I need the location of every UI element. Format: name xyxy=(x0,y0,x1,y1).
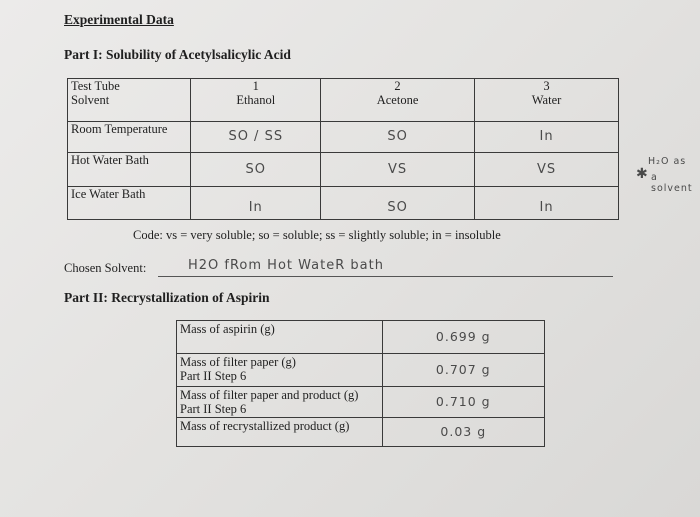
table-cell xyxy=(191,187,321,220)
handwritten-mass-value: 0.710 g xyxy=(382,387,544,418)
handwritten-value: VS xyxy=(536,162,557,177)
handwritten-value: In xyxy=(539,200,554,215)
row-label-line2: Part II Step 6 xyxy=(180,402,247,416)
row-label xyxy=(177,354,383,387)
handwritten-mass-value: 0.03 g xyxy=(382,418,544,447)
handwritten-mass-value: 0.699 g xyxy=(382,321,544,354)
row-label-line1: Mass of recrystallized product (g) xyxy=(180,419,350,433)
handwritten-mass-value: 0.707 g xyxy=(382,354,544,387)
row-label-line1: Mass of aspirin (g) xyxy=(180,322,275,336)
handwritten-value: SO xyxy=(387,200,408,215)
row-label xyxy=(177,321,383,354)
handwritten-value: VS xyxy=(387,162,408,177)
header-test-tube: Test Tube xyxy=(71,79,120,93)
header-cell xyxy=(321,79,475,122)
row-label xyxy=(177,387,383,418)
row-label: Hot Water Bath xyxy=(68,153,191,187)
solvent-name: Ethanol xyxy=(236,93,276,107)
table-cell xyxy=(321,122,475,153)
row-label-line1: Mass of filter paper and product (g) xyxy=(180,388,359,402)
row-label xyxy=(177,418,383,447)
header-cell xyxy=(191,79,321,122)
table-cell xyxy=(321,153,475,187)
header-cell xyxy=(68,79,191,122)
part1-heading: Part I: Solubility of Acetylsalicylic Acid xyxy=(64,47,291,62)
handwritten-value: In xyxy=(248,200,263,215)
chosen-solvent-label: Chosen Solvent: xyxy=(64,261,147,275)
header-cell xyxy=(475,79,619,122)
table-cell xyxy=(475,153,619,187)
handwritten-value: SO xyxy=(387,129,408,144)
table-cell xyxy=(191,122,321,153)
tube-number: 3 xyxy=(543,79,550,93)
row-label: Ice Water Bath xyxy=(68,187,191,220)
table-row-header xyxy=(68,79,619,122)
recrystallization-table xyxy=(176,320,545,447)
handwritten-value: SO xyxy=(245,162,266,177)
chosen-solvent-value: H2O fRom Hot WateR bath xyxy=(188,258,384,273)
table-row xyxy=(177,418,545,447)
table-row xyxy=(177,321,545,354)
star-icon: ✱ xyxy=(636,166,649,182)
table-row xyxy=(68,153,619,187)
table-row xyxy=(177,354,545,387)
table-row xyxy=(68,122,619,153)
table-cell xyxy=(321,187,475,220)
handwritten-value: SO / SS xyxy=(228,129,284,144)
table-cell xyxy=(191,153,321,187)
header-solvent: Solvent xyxy=(71,93,110,107)
solubility-code-legend: Code: vs = very soluble; so = soluble; ss = slightly soluble; in = insoluble xyxy=(133,228,501,242)
table-cell xyxy=(475,122,619,153)
side-note-line2: a solvent xyxy=(651,172,693,194)
solvent-name: Acetone xyxy=(376,93,419,107)
part2-heading: Part II: Recrystallization of Aspirin xyxy=(64,290,270,305)
table-row xyxy=(68,187,619,220)
side-note-line1: H₂O as xyxy=(648,156,687,167)
tube-number: 1 xyxy=(252,79,259,93)
handwritten-value: In xyxy=(539,129,554,144)
solubility-table xyxy=(67,78,619,220)
page-title: Experimental Data xyxy=(64,12,174,27)
table-cell xyxy=(475,187,619,220)
row-label-line2: Part II Step 6 xyxy=(180,369,247,383)
tube-number: 2 xyxy=(394,79,401,93)
row-label-line1: Mass of filter paper (g) xyxy=(180,355,296,369)
table-row xyxy=(177,387,545,418)
row-label: Room Temperature xyxy=(68,122,191,153)
solvent-name: Water xyxy=(531,93,562,107)
answer-underline xyxy=(158,276,613,277)
